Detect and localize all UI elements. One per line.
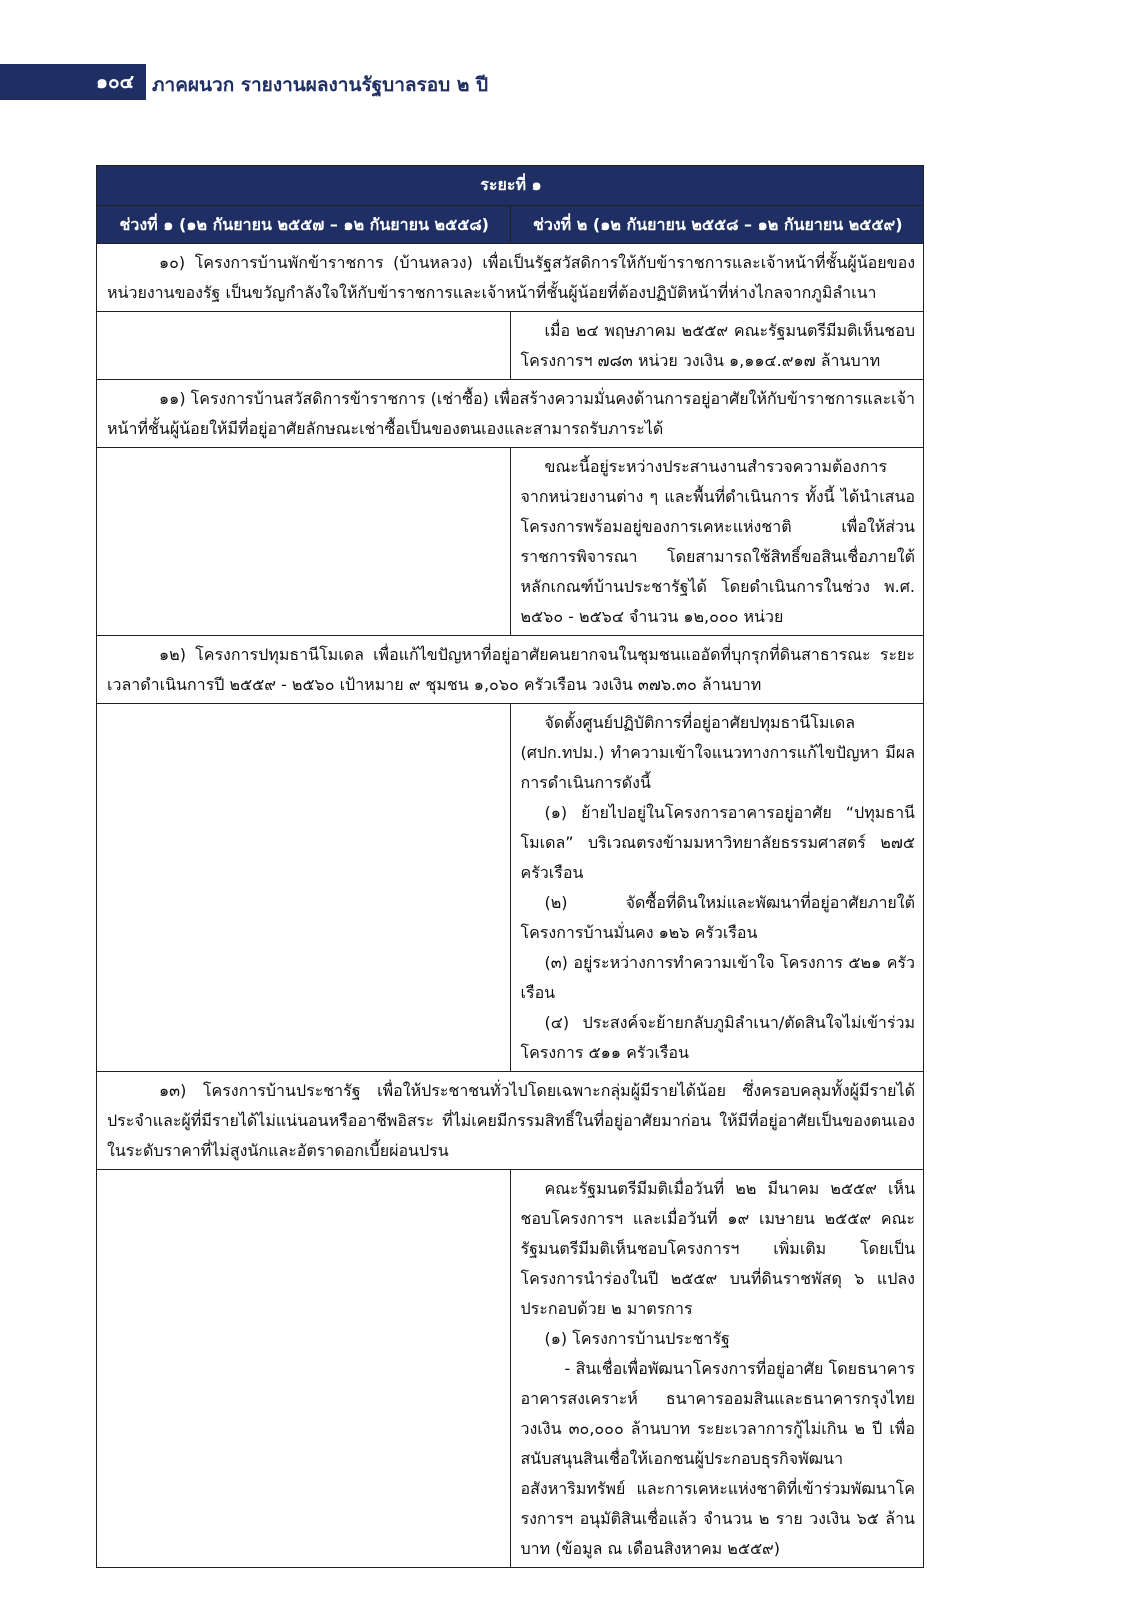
period-2-cell: [510, 1170, 924, 1568]
result-item: (๒) จัดซื้อที่ดินใหม่และพัฒนาที่อยู่อาศัยภายใต้โครงการบ้านมั่นคง ๑๒๖ ครัวเรือน: [520, 893, 915, 942]
running-header-title: ภาคผนวก รายงานผลงานรัฐบาลรอบ ๒ ปี: [152, 74, 489, 96]
period-2-cell: [510, 704, 924, 1072]
project-title: ๑๒) โครงการปทุมธานีโมเดล เพื่อแก้ไขปัญหาที่อยู่อาศัยคนยากจนในชุมชนแออัดที่บุกรุกที่ดินสาธารณะ ระยะเวลาดำเนินการปี ๒๕๕๙ - ๒๕๖๐ เป้าหมาย ๙ ชุมชน ๑,๐๖๐ ครัวเรือน วงเงิน ๓๗๖.๓๐ ล้านบาท: [97, 636, 924, 704]
period-1-cell: [97, 704, 511, 1072]
result-row: [97, 1170, 924, 1568]
project-row: [97, 380, 924, 448]
project-title: ๑๐) โครงการบ้านพักข้าราชการ (บ้านหลวง) เพื่อเป็นรัฐสวัสดิการให้กับข้าราชการและเจ้าหน้าที่ชั้นผู้น้อยของหน่วยงานของรัฐ เป็นขวัญกำลังใจให้กับข้าราชการและเจ้าหน้าที่ชั้นผู้น้อยที่ต้องปฏิบัติหน้าที่ห่างไกลจากภูมิลำเนา: [97, 244, 924, 312]
page-number: ๑๐๔: [95, 71, 134, 93]
result-paragraph: จัดตั้งศูนย์ปฏิบัติการที่อยู่อาศัยปทุมธานีโมเดล (ศปก.ทปม.) ทำความเข้าใจแนวทางการแก้ไขปัญหา มีผลการดำเนินการดังนี้: [520, 713, 915, 792]
result-row: [97, 704, 924, 1072]
result-item: (๓) อยู่ระหว่างการทำความเข้าใจ โครงการ ๕๒๑ ครัวเรือน: [520, 953, 915, 1002]
period-1-cell: [97, 1170, 511, 1568]
period-1-cell: [97, 448, 511, 636]
period-1-cell: [97, 312, 511, 380]
result-subitem: - สินเชื่อเพื่อพัฒนาโครงการที่อยู่อาศัย โดยธนาคารอาคารสงเคราะห์ ธนาคารออมสินและธนาคารกรุงไทย วงเงิน ๓๐,๐๐๐ ล้านบาท ระยะเวลาการกู้ไม่เกิน ๒ ปี เพื่อสนับสนุนสินเชื่อให้เอกชนผู้ประกอบธุรกิจพัฒนาอสังหาริมทรัพย์ และการเคหะแห่งชาติที่เข้าร่วมพัฒนาโครงการฯ อนุมัติสินเชื่อแล้ว จำนวน ๒ ราย วงเงิน ๖๕ ล้านบาท (ข้อมูล ณ เดือนสิงหาคม ๒๕๕๙): [520, 1359, 915, 1558]
period-2-cell: [510, 312, 924, 380]
result-item: (๑) โครงการบ้านประชารัฐ: [544, 1329, 730, 1348]
period-2-header: ช่วงที่ ๒ (๑๒ กันยายน ๒๕๕๘ – ๑๒ กันยายน ๒๕๕๙): [510, 206, 924, 244]
result-paragraph: เมื่อ ๒๔ พฤษภาคม ๒๕๕๙ คณะรัฐมนตรีมีมติเห็นชอบโครงการฯ ๗๘๓ หน่วย วงเงิน ๑,๑๑๔.๙๑๗ ล้านบาท: [520, 321, 915, 370]
period-1-header: ช่วงที่ ๑ (๑๒ กันยายน ๒๕๕๗ – ๑๒ กันยายน ๒๕๕๘): [97, 206, 511, 244]
report-table: [96, 165, 924, 1568]
project-title: ๑๑) โครงการบ้านสวัสดิการข้าราชการ (เช่าซื้อ) เพื่อสร้างความมั่นคงด้านการอยู่อาศัยให้กับข้าราชการและเจ้าหน้าที่ชั้นผู้น้อยให้มีที่อยู่อาศัยลักษณะเช่าซื้อเป็นของตนเองและสามารถรับภาระได้: [97, 380, 924, 448]
result-item: (๑) ย้ายไปอยู่ในโครงการอาคารอยู่อาศัย “ปทุมธานีโมเดล” บริเวณตรงข้ามมหาวิทยาลัยธรรมศาสตร์ ๒๗๕ ครัวเรือน: [520, 803, 915, 882]
project-row: [97, 636, 924, 704]
page-number-band: [0, 64, 146, 100]
project-row: [97, 1072, 924, 1170]
period-2-cell: [510, 448, 924, 636]
result-paragraph: คณะรัฐมนตรีมีมติเมื่อวันที่ ๒๒ มีนาคม ๒๕๕๙ เห็นชอบโครงการฯ และเมื่อวันที่ ๑๙ เมษายน ๒๕๕๙ คณะรัฐมนตรีมีมติเห็นชอบโครงการฯ เพิ่มเติม โดยเป็นโครงการนำร่องในปี ๒๕๕๙ บนที่ดินราชพัสดุ ๖ แปลง ประกอบด้วย ๒ มาตรการ: [520, 1179, 915, 1318]
phase-header: ระยะที่ ๑: [97, 166, 924, 206]
project-title: ๑๓) โครงการบ้านประชารัฐ เพื่อให้ประชาชนทั่วไปโดยเฉพาะกลุ่มผู้มีรายได้น้อย ซึ่งครอบคลุมทั้งผู้มีรายได้ประจำและผู้ที่มีรายได้ไม่แน่นอนหรืออาชีพอิสระ ที่ไม่เคยมีกรรมสิทธิ์ในที่อยู่อาศัยมาก่อน ให้มีที่อยู่อาศัยเป็นของตนเองในระดับราคาที่ไม่สูงนักและอัตราดอกเบี้ยผ่อนปรน: [97, 1072, 924, 1170]
result-item: (๔) ประสงค์จะย้ายกลับภูมิลำเนา/ตัดสินใจไม่เข้าร่วมโครงการ ๕๑๑ ครัวเรือน: [520, 1013, 915, 1062]
project-row: [97, 244, 924, 312]
result-row: [97, 312, 924, 380]
result-row: [97, 448, 924, 636]
result-paragraph: ขณะนี้อยู่ระหว่างประสานงานสำรวจความต้องการจากหน่วยงานต่าง ๆ และพื้นที่ดำเนินการ ทั้งนี้ ได้นำเสนอโครงการพร้อมอยู่ของการเคหะแห่งชาติ เพื่อให้ส่วนราชการพิจารณา โดยสามารถใช้สิทธิ์ขอสินเชื่อภายใต้หลักเกณฑ์บ้านประชารัฐได้ โดยดำเนินการในช่วง พ.ศ. ๒๕๖๐ - ๒๕๖๔ จำนวน ๑๒,๐๐๐ หน่วย: [520, 457, 915, 626]
